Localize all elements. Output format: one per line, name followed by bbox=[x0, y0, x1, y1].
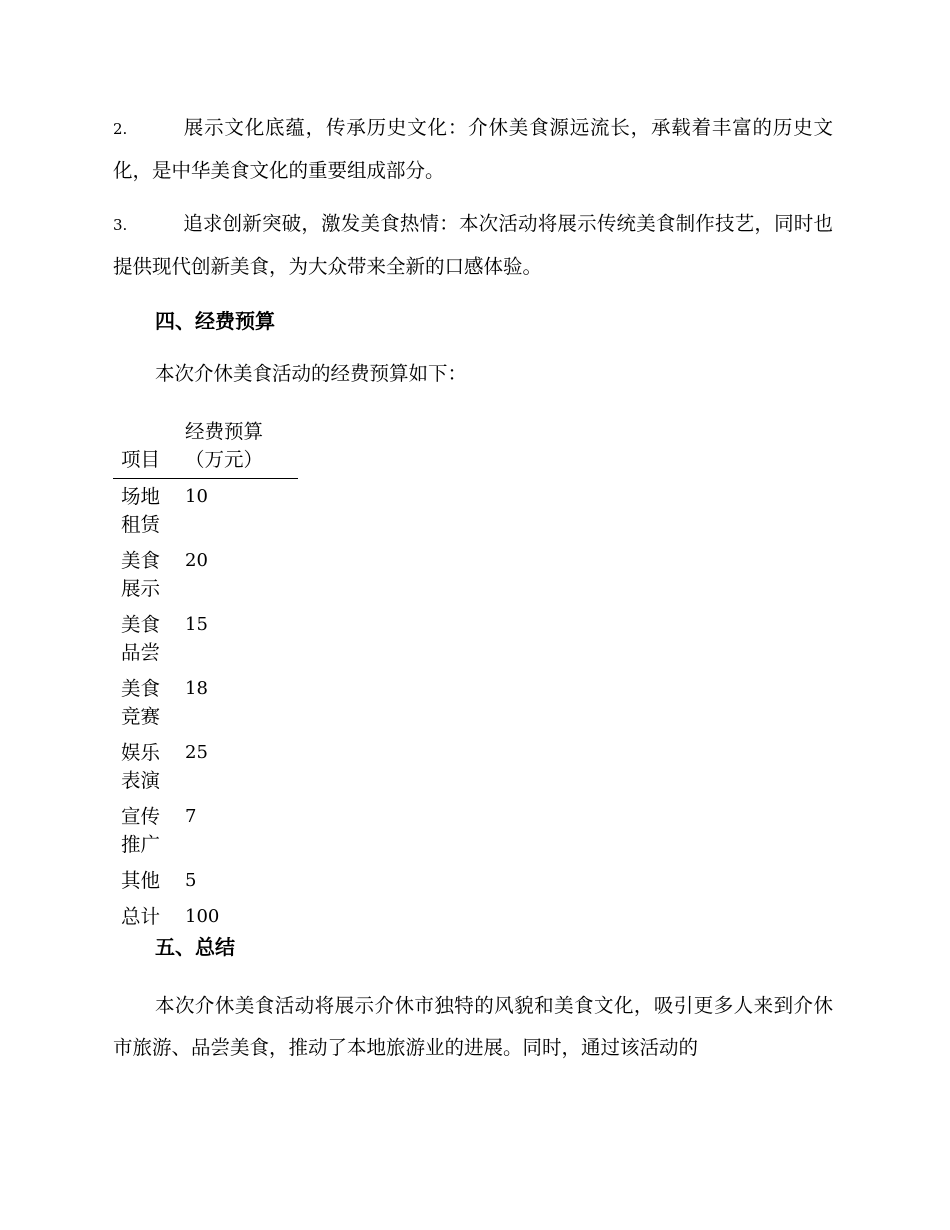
summary-paragraph: 本次介休美食活动将展示介休市独特的风貌和美食文化，吸引更多人来到介休市旅游、品尝美食，推动了本地旅游业的进展。同时，通过该活动的 bbox=[113, 994, 833, 1059]
cell-amount: 7 bbox=[185, 806, 197, 827]
cell-amount: 100 bbox=[185, 906, 220, 927]
paragraph-text: 追求创新突破，激发美食热情：本次活动将展示传统美食制作技艺，同时也提供现代创新美食，为大众带来全新的口感体验。 bbox=[113, 212, 833, 278]
budget-table bbox=[113, 418, 298, 935]
column-header-item: 项目 bbox=[113, 418, 179, 479]
table-row bbox=[113, 863, 298, 899]
list-number: 2. bbox=[113, 120, 128, 138]
list-number: 3. bbox=[113, 216, 128, 234]
cell-amount: 20 bbox=[185, 550, 208, 571]
table-row bbox=[113, 543, 298, 607]
section-heading-summary: 五、总结 bbox=[155, 935, 235, 959]
cell-amount: 15 bbox=[185, 614, 208, 635]
paragraph-item-3 bbox=[113, 203, 833, 288]
cell-item: 美食竞赛 bbox=[121, 677, 161, 728]
cell-item: 其他 bbox=[121, 869, 161, 892]
cell-item: 总计 bbox=[121, 905, 161, 928]
section-heading-budget: 四、经费预算 bbox=[155, 309, 275, 333]
table-row bbox=[113, 735, 298, 799]
cell-item: 美食展示 bbox=[121, 549, 161, 600]
table-row bbox=[113, 671, 298, 735]
column-header-amount: 经费预算（万元） bbox=[179, 418, 298, 479]
table-row bbox=[113, 607, 298, 671]
cell-item: 宣传推广 bbox=[121, 805, 161, 856]
table-row bbox=[113, 479, 298, 544]
paragraph-text: 展示文化底蕴，传承历史文化：介休美食源远流长，承载着丰富的历史文化，是中华美食文化的重要组成部分。 bbox=[113, 116, 833, 182]
cell-item: 场地租赁 bbox=[121, 485, 161, 536]
cell-amount: 5 bbox=[185, 870, 197, 891]
table-row bbox=[113, 799, 298, 863]
table-row-total bbox=[113, 899, 298, 935]
budget-intro: 本次介休美食活动的经费预算如下： bbox=[155, 362, 468, 385]
table-header-row bbox=[113, 418, 298, 479]
cell-amount: 25 bbox=[185, 742, 208, 763]
paragraph-item-2 bbox=[113, 107, 833, 192]
cell-amount: 18 bbox=[185, 678, 208, 699]
cell-amount: 10 bbox=[185, 486, 208, 507]
cell-item: 美食品尝 bbox=[121, 613, 161, 664]
cell-item: 娱乐表演 bbox=[121, 741, 161, 792]
